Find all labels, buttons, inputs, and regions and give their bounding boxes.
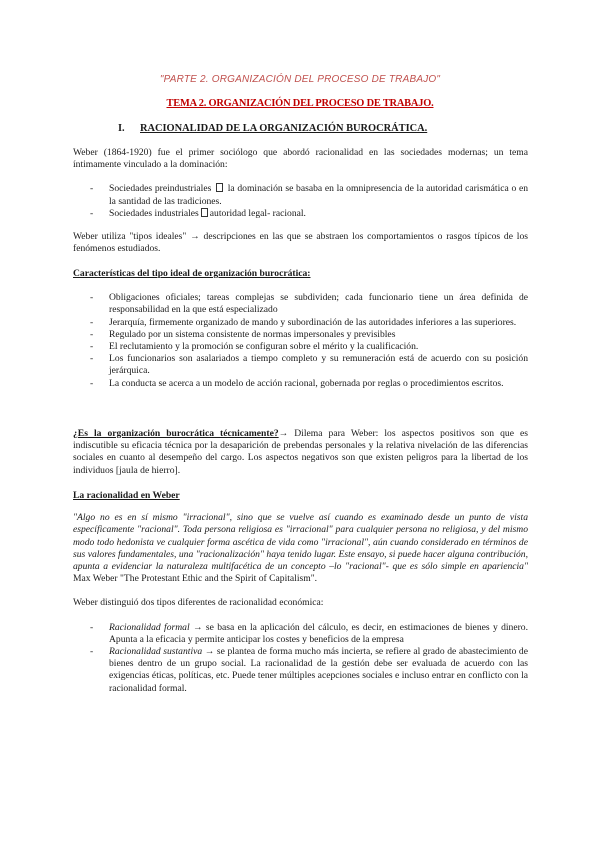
intro-paragraph: Weber (1864-1920) fue el primer sociólogo que abordó racionalidad en las sociedades modernas; un tema íntimamente vinculado a la dominación: (73, 147, 528, 171)
part-title: "PARTE 2. ORGANIZACIÓN DEL PROCESO DE TRABAJO" (159, 74, 441, 85)
list-item: - La conducta se acerca a un modelo de acción racional, gobernada por reglas o procedimientos escritos. (73, 378, 528, 390)
ideal-types-paragraph: Weber utiliza "tipos ideales" → descripciones en las que se abstraen los comportamientos o rasgos típicos de los fenómenos estudiados. (73, 231, 528, 255)
list-item: - El reclutamiento y la promoción se configuran sobre el mérito y la cualificación. (73, 341, 528, 353)
characteristics-heading: Características del tipo ideal de organización burocrática: (73, 268, 311, 279)
types-intro: Weber distinguió dos tipos diferentes de racionalidad económica: (73, 597, 324, 609)
ideal-types-block (73, 231, 528, 255)
section-number: I. (118, 123, 125, 134)
rationality-heading: La racionalidad en Weber (73, 490, 180, 501)
list-item: - Los funcionarios son asalariados a tiempo completo y su remuneración está de acuerdo con su posición jerárquica. (73, 353, 528, 377)
weber-quote: "Algo no es en sí mismo "irracional", sino que se vuelve así cuando es examinado desde un punto de vista específicamente "racional". Toda persona religiosa es "irracional" para cualquier persona no religiosa, y del mismo modo todo hedonista ve cualquier forma ascética de vida como "irracional", aún cuando considerado en términos de sus valores fundamentales, una "racionalización" haya tenido lugar. Este ensayo, si puede hacer alguna contribución, apunta a evidenciar la naturaleza multifacética de un concepto –lo "racional"- que es sólo simple en apariencia" Max Weber "The Protestant Ethic and the Spirit of Capitalism". (73, 512, 528, 585)
section-heading (118, 123, 538, 135)
list-item: - Sociedades industriales autoridad legal- racional. (73, 208, 528, 220)
efficiency-question: ¿Es la organización burocrática técnicamente? (73, 428, 279, 439)
characteristics-block (73, 268, 528, 390)
list-item: - Racionalidad sustantiva → se plantea de forma mucho más incierta, se refiere al grado de abastecimiento de bienes dentro de un grupo social. La racionalidad de la gestión debe ser evaluada de acuerdo con las exigencias éticas, políticas, etc. Puede tener múltiples acepciones sociales e incluso entrar en conflicto con la racionalidad formal. (73, 646, 528, 695)
characteristics-list (73, 292, 528, 390)
bullet-box-icon (201, 208, 208, 217)
efficiency-paragraph: ¿Es la organización burocrática técnicamente?→ Dilema para Weber: los aspectos positivos son que es indiscutible su eficacia técnica por la desaparición de prebendas personales y la relativa nivelación de las diferencias sociales en cuanto al desempeño del cargo. Los aspectos negativos son que existen peligros para la libertad de los individuos [jaula de hierro]. (73, 428, 528, 476)
list-item: - Sociedades preindustriales la dominación se basaba en la omnipresencia de la autoridad carismática o en la santidad de las tradiciones. (73, 183, 528, 207)
list-item: - Obligaciones oficiales; tareas complejas se subdividen; cada funcionario tiene un área definida de responsabilidad en la que está especializado (73, 292, 528, 316)
rationality-types-list (73, 622, 528, 695)
tema-title: TEMA 2. ORGANIZACIÓN DEL PROCESO DE TRABAJO. (166, 98, 434, 109)
list-item: - Racionalidad formal → se basa en la aplicación del cálculo, es decir, en estimaciones de bienes y dinero. Apunta a la eficacia y permite anticipar los costes y beneficios de la empresa (73, 622, 528, 646)
intro-block (73, 147, 528, 220)
rationality-block (73, 490, 528, 695)
efficiency-block (73, 428, 528, 477)
society-list (73, 183, 528, 220)
section-title: RACIONALIDAD DE LA ORGANIZACIÓN BUROCRÁTICA. (140, 123, 428, 134)
bullet-box-icon (216, 183, 223, 192)
list-item: - Regulado por un sistema consistente de normas impersonales y previsibles (73, 329, 528, 341)
list-item: - Jerarquía, firmemente organizado de mando y subordinación de las autoridades inferiores a las superiores. (73, 317, 528, 329)
